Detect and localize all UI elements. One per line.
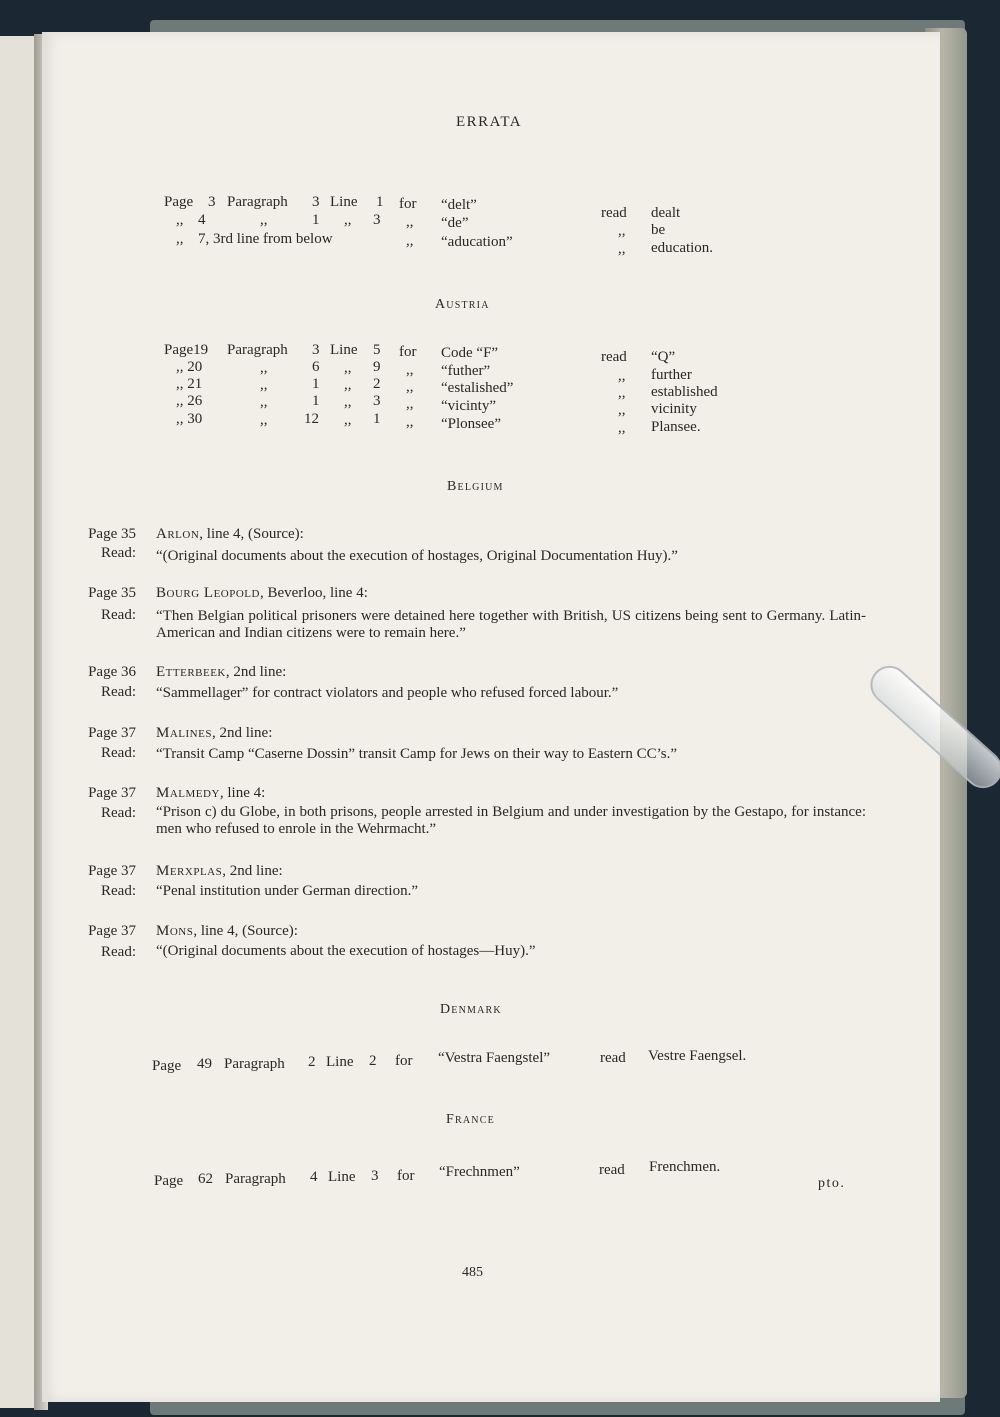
entry-heading xyxy=(156,725,272,742)
ditto: ,, xyxy=(260,360,268,376)
entry-text: “(Original documents about the execution of hostages—Huy).” xyxy=(156,943,536,959)
page-num: ,, 26 xyxy=(176,393,203,409)
ditto: ,, xyxy=(618,223,626,239)
entry-read-label: Read: xyxy=(101,883,136,899)
line-label: Line xyxy=(330,194,358,210)
wrong-text: Code “F” xyxy=(441,345,499,361)
errata-row xyxy=(164,194,193,211)
entry-heading-rest: , line 4: xyxy=(219,785,266,801)
place-name: Malines xyxy=(156,725,212,741)
entry-text: “Prison c) du Globe, in both prisons, people arrested in Belgium and under investigation by the Gestapo, for instance: men who refused to enrole in the Wehrmacht.” xyxy=(156,804,866,837)
entry-read-label: Read: xyxy=(101,745,136,761)
wrong-text: “Vestra Faengstel” xyxy=(438,1050,551,1066)
entry-heading-rest: , line 4, (Source): xyxy=(199,526,304,542)
ditto: ,, xyxy=(344,377,352,393)
section-heading-austria: Austria xyxy=(435,297,490,312)
paragraph-num: 1 xyxy=(312,212,320,228)
wrong-text: “delt” xyxy=(441,197,477,213)
wrong-text: “vicinty” xyxy=(441,398,496,414)
line-num: 3 xyxy=(373,393,381,409)
correct-text: education. xyxy=(651,240,714,256)
for-label: for xyxy=(397,1168,415,1184)
entry-heading-rest: , Beverloo, line 4: xyxy=(259,585,368,601)
entry-text: “Transit Camp “Caserne Dossin” transit Camp for Jews on their way to Eastern CC’s.” xyxy=(156,746,678,762)
entry-heading-rest: , line 4, (Source): xyxy=(193,923,298,939)
wrong-text: “de” xyxy=(441,215,469,231)
line-num: 2 xyxy=(369,1053,377,1069)
page-number: 485 xyxy=(462,1265,483,1280)
section-heading-denmark: Denmark xyxy=(440,1002,502,1017)
pto-note: pto. xyxy=(818,1176,846,1191)
place-name: Arlon xyxy=(156,526,200,542)
ditto: ,, xyxy=(344,360,352,376)
wrong-text: “aducation” xyxy=(441,234,513,250)
ditto: ,, xyxy=(406,214,414,230)
read-label: read xyxy=(600,1050,626,1066)
entry-heading-rest: , 2nd line: xyxy=(211,725,273,741)
errata-row xyxy=(176,231,184,248)
line-num: 5 xyxy=(373,342,381,358)
paragraph-label: Paragraph xyxy=(224,1056,285,1072)
entry-heading-rest: , 2nd line: xyxy=(222,863,283,879)
place-name: Mons xyxy=(156,923,194,939)
line-num: 1 xyxy=(373,411,381,427)
entry-page-label: Page 37 xyxy=(88,725,136,741)
entry-heading xyxy=(156,585,368,602)
page-label: Page xyxy=(164,194,194,210)
paragraph-label: Paragraph xyxy=(225,1171,286,1187)
entry-page-label: Page 37 xyxy=(88,863,136,879)
paragraph-num: 3 xyxy=(312,342,320,358)
page-num: 4 xyxy=(198,212,206,228)
page-label: Page19 xyxy=(164,342,209,358)
correct-text: be xyxy=(651,222,666,238)
for-label: for xyxy=(399,196,417,212)
line-label: Line xyxy=(328,1169,356,1185)
wrong-text: “futher” xyxy=(441,363,491,379)
correct-text: Frenchmen. xyxy=(649,1159,721,1175)
ditto: ,, xyxy=(406,233,414,249)
for-label: for xyxy=(395,1053,413,1069)
entry-read-label: Read: xyxy=(101,805,136,821)
ditto: ,, xyxy=(176,231,184,247)
ditto: ,, xyxy=(176,212,184,228)
entry-heading xyxy=(156,526,304,543)
ditto: ,, xyxy=(618,385,626,401)
line-num: 9 xyxy=(373,359,381,375)
ditto: ,, xyxy=(260,212,268,228)
read-label: read xyxy=(601,349,627,365)
entry-page-label: Page 37 xyxy=(88,923,136,939)
correct-text: vicinity xyxy=(651,401,697,417)
section-heading-france: France xyxy=(446,1112,495,1127)
ditto: ,, xyxy=(260,412,268,428)
place-name: Etterbeek xyxy=(156,664,226,680)
paragraph-num: 6 xyxy=(312,359,320,375)
for-label: for xyxy=(399,344,417,360)
ditto: ,, xyxy=(344,412,352,428)
page-num: ,, 30 xyxy=(176,411,203,427)
entry-page-label: Page 36 xyxy=(88,664,136,680)
page-num: 49 xyxy=(197,1056,212,1072)
paragraph-num: 1 xyxy=(312,376,320,392)
ditto: ,, xyxy=(406,396,414,412)
ditto: ,, xyxy=(618,368,626,384)
wrong-text: “Plonsee” xyxy=(441,416,501,432)
errata-row xyxy=(176,212,184,229)
page-num: ,, 20 xyxy=(176,359,203,375)
ditto: ,, xyxy=(618,402,626,418)
paragraph-label: Paragraph xyxy=(227,194,288,210)
entry-text: “Sammellager” for contract violators and people who refused forced labour.” xyxy=(156,685,619,701)
correct-text: dealt xyxy=(651,205,681,221)
ditto: ,, xyxy=(406,362,414,378)
line-num: 3 xyxy=(371,1168,379,1184)
entry-heading-rest: , 2nd line: xyxy=(225,664,287,680)
place-name: Merxplas xyxy=(156,863,223,879)
entry-read-label: Read: xyxy=(101,944,136,960)
entry-read-label: Read: xyxy=(101,684,136,700)
page-title: ERRATA xyxy=(456,114,523,130)
wrong-text: “estalished” xyxy=(441,380,514,396)
read-label: read xyxy=(599,1162,625,1178)
entry-text: “(Original documents about the execution of hostages, Original Documentation Huy).” xyxy=(156,548,678,564)
correct-text: “Q” xyxy=(651,349,676,365)
ditto: ,, xyxy=(618,420,626,436)
line-label: Line xyxy=(326,1054,354,1070)
entry-heading xyxy=(156,863,283,880)
place-name: Malmedy xyxy=(156,785,220,801)
entry-page-label: Page 35 xyxy=(88,585,136,601)
correct-text: established xyxy=(651,384,718,400)
correct-text: further xyxy=(651,367,692,383)
wrong-text: “Frechnmen” xyxy=(439,1164,520,1180)
ditto: ,, xyxy=(344,212,352,228)
entry-page-label: Page 37 xyxy=(88,785,136,801)
entry-read-label: Read: xyxy=(101,545,136,561)
ditto: ,, xyxy=(406,414,414,430)
page-label: Page xyxy=(152,1058,182,1074)
correct-text: Vestre Faengsel. xyxy=(648,1048,747,1064)
entry-heading xyxy=(156,785,265,802)
entry-text: “Penal institution under German direction.” xyxy=(156,883,419,899)
line-num: 1 xyxy=(376,194,384,210)
paragraph-num: 12 xyxy=(304,411,319,427)
ditto: ,, xyxy=(344,394,352,410)
read-label: read xyxy=(601,205,627,221)
place-name: Bourg Leopold xyxy=(156,585,260,601)
page-num: 3 xyxy=(208,194,216,210)
entry-heading xyxy=(156,664,286,681)
page-label: Page xyxy=(154,1173,184,1189)
document-page xyxy=(42,32,940,1402)
entry-read-label: Read: xyxy=(101,607,136,623)
entry-text: “Then Belgian political prisoners were detained here together with British, US citizens being sent to Germany. Latin-American and Indian citizens were to remain here.” xyxy=(156,608,866,641)
page-num: 7, 3rd line from below xyxy=(198,231,333,247)
ditto: ,, xyxy=(260,394,268,410)
left-page-edge xyxy=(0,36,38,1408)
page-num: ,, 21 xyxy=(176,376,203,392)
line-num: 2 xyxy=(373,376,381,392)
entry-page-label: Page 35 xyxy=(88,526,136,542)
paragraph-num: 3 xyxy=(312,194,320,210)
ditto: ,, xyxy=(260,377,268,393)
paragraph-num: 4 xyxy=(310,1169,318,1185)
paragraph-label: Paragraph xyxy=(227,342,288,358)
correct-text: Plansee. xyxy=(651,419,701,435)
ditto: ,, xyxy=(618,241,626,257)
section-heading-belgium: Belgium xyxy=(447,479,504,494)
line-label: Line xyxy=(330,342,358,358)
ditto: ,, xyxy=(406,379,414,395)
entry-heading xyxy=(156,923,298,940)
paragraph-num: 1 xyxy=(312,393,320,409)
line-num: 3 xyxy=(373,212,381,228)
paragraph-num: 2 xyxy=(308,1054,316,1070)
page-num: 62 xyxy=(198,1171,213,1187)
